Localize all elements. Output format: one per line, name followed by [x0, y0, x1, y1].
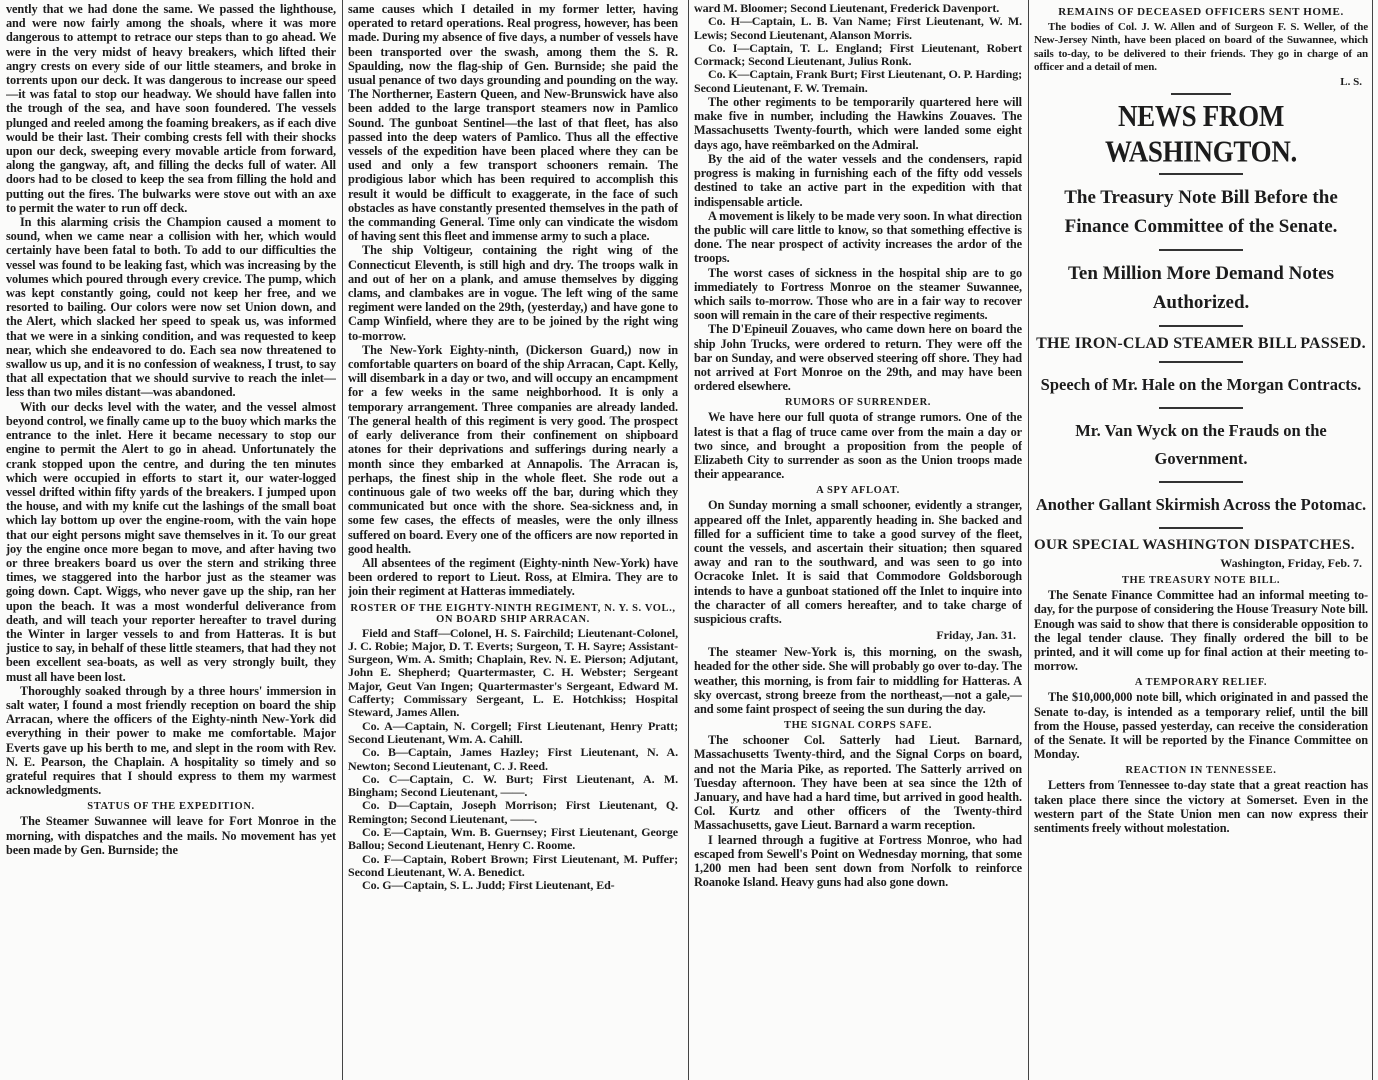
section-subheading: A SPY AFLOAT.	[816, 485, 900, 497]
section-subheading: REACTION IN TENNESSEE.	[1125, 765, 1277, 777]
roster-entry: Co. B—Captain, James Hazley; First Lieutenant, N. A. Newton; Second Lieutenant, C. J. Reed.	[348, 745, 678, 773]
paragraph: The New-York Eighty-ninth, (Dickerson Guard,) now in comfortable quarters on board of the ship Arracan, Capt. Kelly, will disembark in a day or two, and will occupy an encampment for a few weeks in the same neighborhood. It is only a temporary arrangement. Three companies are already landed. The general health of this regiment is very good. The prospect of early deliverance from their confinement on shipboard atones for their deprivations and sufferings during nearly a month since they embarked at Annapolis. The Arracan is, perhaps, the finest ship in the whole fleet. She rode out a continuous gale of two weeks off the bar, during which they communicated but once with the shore. Sea-sickness and, in some few cases, the effects of measles, were the only illness suffered on board. Every one of the officers are now reported in good health.	[348, 342, 678, 556]
paragraph: The worst cases of sickness in the hospital ship are to go immediately to Fortress Monroe on the steamer Suwannee, which sails to-morrow. Those who are in a fair way to recover soon will remain in the care of their respective regiments.	[694, 265, 1022, 323]
headline-deck: The Treasury Note Bill Before the Finance Committee of the Senate.	[1064, 187, 1338, 238]
headline-deck: THE IRON-CLAD STEAMER BILL PASSED.	[1036, 335, 1366, 353]
paragraph: With our decks level with the water, and the vessel almost beyond control, we finally came up to the buoy which marks the entrance to the inlet. Here it became necessary to stop our engine to permit the Alert to go in ahead. Unfortunately the crank stopped upon the centre, and during the ten minutes which were occupied in efforts to start it, our water-logged vessel drifted within fifty yards of the breakers. I jumped upon the house, and with my knife cut the lashings of the small boat which lay bottom up over the engine-room, with the vain hope that our eight persons might save themselves in it. To our great joy the engine once more began to move, and after having two or three breakers board us over the stern and striking three times, we staggered into the harbor just as the steamer was going down. Capt. Wiggs, who never gave up the ship, ran her upon the beach. It was a most wonderful deliverance from death, and will teach your reporter hereafter to travel during the Winter in larger vessels to and from Hatteras. It is but justice to say, in behalf of these little steamers, that had they not been excellent sea-boats, as well as very strongly built, they must all have been lost.	[6, 399, 336, 684]
column-1	[6, 2, 336, 1080]
headline-deck: Ten Million More Demand Notes Authorized.	[1068, 263, 1334, 314]
roster-entry: Co. A—Captain, N. Corgell; First Lieutenant, Henry Pratt; Second Lieutenant, Wm. A. Cahill.	[348, 718, 678, 746]
paragraph: The other regiments to be temporarily quartered here will make five in number, including the Hawkins Zouaves. The Massachusetts Twenty-fourth, which were landed some eight days ago, have reëmbarked on the Admiral.	[694, 95, 1022, 152]
paragraph: A movement is likely to be made very soon. In what direction the public will care little to know, so that something effective is done. The near prospect of activity increases the ardor of the troops.	[694, 208, 1022, 266]
section-subheading: REMAINS OF DECEASED OFFICERS SENT HOME.	[1058, 6, 1344, 18]
dispatch-heading: OUR SPECIAL WASHINGTON DISPATCHES.	[1034, 537, 1355, 554]
regiment-roster	[348, 627, 678, 893]
section-subheading: THE SIGNAL CORPS SAFE.	[784, 720, 932, 732]
headline: NEWS FROM WASHINGTON.	[1104, 98, 1297, 169]
divider	[1159, 249, 1243, 251]
regiment-roster-continued	[694, 2, 1022, 95]
section-subheading: STATUS OF THE EXPEDITION.	[87, 801, 255, 813]
section-subheading: A TEMPORARY RELIEF.	[1134, 677, 1268, 689]
section-subheading: RUMORS OF SURRENDER.	[784, 397, 932, 409]
paragraph: All absentees of the regiment (Eighty-ninth New-York) have been ordered to report to Lieut. Ross, at Elmira. They are to join their regiment at Hatteras immediately.	[348, 555, 678, 599]
column-2	[348, 2, 678, 1080]
paragraph: same causes which I detailed in my former letter, having operated to retard operations. Real progress, however, has been made. During my absence of five days, a number of vessels have been transported over the swash, among them the S. R. Spaulding, now the flag-ship of Gen. Burnside; she paid the usual penance of two days grounding and pounding on the way. The Northerner, Eastern Queen, and New-Brunswick have also been added to the large transport steamers now in Pamlico Sound. The gunboat Sentinel—the last of that fleet, has also passed into the deep waters of Pamlico. Thus all the effective vessels of the expedition have been placed where they can be used and only a few transport schooners remain. The prodigious labor which has been required to accomplish this result it would be difficult to exaggerate, in the face of such obstacles as have constantly presented themselves in the path of the commanding General. Time only can vindicate the wisdom of having sent this fleet and immense army to such a place.	[348, 2, 678, 244]
roster-entry: Field and Staff—Colonel, H. S. Fairchild; Lieutenant-Colonel, J. C. Robie; Major, D. T. Everts; Surgeon, T. H. Sayre; Assistant-Surgeon, Wm. A. Smith; Chaplain, Rev. N. E. Pierson; Adjutant, John E. Shepherd; Quartermaster, C. H. Webster; Sergeant Major, Geut Van Ingen; Quartermaster's Sergeant, Edward M. Cafferty; Commissary Sergeant, L. E. Hotchkiss; Hospital Steward, James Allen.	[348, 625, 678, 720]
paragraph: The bodies of Col. J. W. Allen and of Surgeon F. S. Weller, of the New-Jersey Ninth, have been placed on board of the Suwannee, which sails to-day, to be delivered to their friends. They go in charge of an officer and a detail of men.	[1034, 21, 1368, 73]
section-subheading: THE TREASURY NOTE BILL.	[1121, 575, 1281, 587]
paragraph: I learned through a fugitive at Fortress Monroe, who had escaped from Sewell's Point on Wednesday morning, that some 1,200 men had been sent down from Norfolk to reinforce Roanoke Island. Heavy guns had also gone down.	[694, 832, 1022, 890]
paragraph: Thoroughly soaked through by a three hours' immersion in salt water, I found a most friendly reception on board the ship Arracan, where the officers of the Eighty-ninth New-York did everything in their power to make me comfortable. Major Everts gave up his berth to me, and slept in the room with Rev. N. E. Pearson, the Chaplain. A hospitality so timely and so grateful requires that I should express to them my warmest acknowledgments.	[6, 683, 336, 798]
divider	[1159, 407, 1243, 409]
paragraph: On Sunday morning a small schooner, evidently a stranger, appeared off the Inlet, apparently heading in. She backed and filled for a sufficient time to take a good survey of the fleet, count the vessels, and ascertain their situation; then squared away and ran to the southward, and was seen to go into Ocracoke Inlet. It is said that Commodore Goldsborough intends to have a gunboat stationed off the Inlet to inquire into the character of all comers hereafter, and to take charge of suspicious crafts.	[694, 498, 1022, 626]
roster-entry: ward M. Bloomer; Second Lieutenant, Frederick Davenport.	[694, 2, 1000, 15]
roster-entry: Co. E—Captain, Wm. B. Guernsey; First Lieutenant, George Ballou; Second Lieutenant, Henry C. Roome.	[348, 824, 678, 853]
roster-entry: Co. C—Captain, C. W. Burt; First Lieutenant, A. M. Bingham; Second Lieutenant, ——.	[348, 771, 678, 800]
paragraph: The D'Epineuil Zouaves, who came down here on board the ship John Trucks, were ordered to return. They were off the bar on Sunday, and were observed steering off shore. They had not arrived at Fort Monroe on the 29th, and may have been ordered elsewhere.	[694, 322, 1022, 394]
paragraph: By the aid of the water vessels and the condensers, rapid progress is making in furnishing each of the fifty odd vessels destined to take an active part in the expedition with that indispensable article.	[694, 151, 1022, 209]
paragraph: The $10,000,000 note bill, which originated in and passed the Senate to-day, is intended as a temporary relief, until the bill from the House, passed yesterday, can receive the consideration of the Senate. It will be reported by the Finance Committee on Monday.	[1034, 690, 1368, 762]
column-rule	[688, 0, 689, 1080]
dateline: Washington, Friday, Feb. 7.	[1220, 556, 1362, 571]
column-3	[694, 2, 1022, 1080]
divider	[1159, 361, 1243, 363]
column-4	[1034, 2, 1368, 1080]
paragraph: The Senate Finance Committee had an informal meeting to-day, for the purpose of considering the House Treasury Note bill. Enough was said to show that there is considerable opposition to the legal tender clause. They finally ordered the bill to be printed, and it will come up for final action at their meeting to-morrow.	[1034, 588, 1368, 674]
roster-entry: Co. I—Captain, T. L. England; First Lieutenant, Robert Cormack; Second Lieutenant, Julius Ronk.	[694, 40, 1022, 69]
roster-entry: Co. H—Captain, L. B. Van Name; First Lieutenant, W. M. Lewis; Second Lieutenant, Alanson Morris.	[694, 14, 1022, 42]
roster-entry: Co. K—Captain, Frank Burt; First Lieutenant, O. P. Harding; Second Lieutenant, F. W. Tremain.	[694, 67, 1022, 95]
roster-entry: Co. F—Captain, Robert Brown; First Lieutenant, M. Puffer; Second Lieutenant, W. A. Benedict.	[348, 851, 678, 879]
paragraph: We have here our full quota of strange rumors. One of the latest is that a flag of truce came over from the main a day or two since, and brought a proposition from the people of Elizabeth City to surrender as soon as the Union troops made their appearance.	[694, 410, 1022, 482]
paragraph: vently that we had done the same. We passed the lighthouse, and were now fairly among the shoals, where it was more dangerous to attempt to retrace our steps than to go ahead. We were in the very midst of heavy breakers, which lifted their angry crests on every side of our little steamers, and broke in torrents upon our deck. It was dangerous to increase our speed—it was fatal to stop our headway. We should have fallen into the trough of the sea, and have soon foundered. The vessels plunged and reeled among the foaming breakers, as if each dive would be their last. Their combing crests fell with their shocks upon our deck, sweeping every movable article from forward, along the gangway, aft, and filling the decks full of water. All doors had to be closed to keep the sea from filling the hold and putting out the fires. The bulwarks were stove out with an axe to permit the water to run off deck.	[6, 2, 336, 215]
paragraph: In this alarming crisis the Champion caused a moment to sound, when we came near a collision with her, which would certainly have been fatal to both. To add to our difficulties the vessel was found to be leaking fast, which was increasing by the volumes which poured through every crevice. The pump, which was kept constantly going, could not keep her free, and we resorted to bailing. Our colors were now set Union down, and the Alert, which slacked her speed to speak us, was informed that we were in a sinking condition, and was requested to keep near, which she endeavored to do. Each sea now threatened to swallow us up, and it is no confession of weakness, I trust, to say that all expectation that we should survive to reach the inlet—less than two miles distant—was abandoned.	[6, 215, 336, 400]
column-rule	[1028, 0, 1029, 1080]
column-rule	[342, 0, 343, 1080]
section-subheading: ROSTER OF THE EIGHTY-NINTH REGIMENT, N. Y. S. VOL., ON BOARD SHIP ARRACAN.	[350, 602, 676, 625]
roster-entry: Co. D—Captain, Joseph Morrison; First Lieutenant, Q. Remington; Second Lieutenant, ——.	[348, 798, 678, 826]
signature: L. S.	[1340, 76, 1362, 89]
divider	[1159, 527, 1243, 529]
paragraph: The steamer New-York is, this morning, on the swash, headed for the other side. She will probably go over to-day. The weather, this morning, is from fair to middling for Hatteras. A sky overcast, strong breeze from the northeast,—not a gale,—and some faint prospect of seeing the sun during the day.	[694, 645, 1022, 716]
headline-deck: Another Gallant Skirmish Across the Potomac.	[1035, 495, 1367, 515]
paragraph: The ship Voltigeur, containing the right wing of the Connecticut Eleventh, is still high and dry. The troops walk in and out of her on a plank, and amuse themselves by digging clams, and clambakes are in vogue. The left wing of the same regiment were landed on the 29th, (yesterday,) and have gone to Camp Winfield, where they are to be joined by the right wing to-morrow.	[348, 243, 678, 343]
divider	[1159, 481, 1243, 483]
paragraph: The schooner Col. Satterly had Lieut. Barnard, Massachusetts Twenty-third, and the Signal Corps on board, and not the Maria Pike, as reported. The Satterly arrived on Tuesday afternoon. They have been at sea since the 12th of January, and have had a hard time, but arrived in good health. Col. Kurtz and other officers of the Twenty-third Massachusetts, gave Lieut. Barnard a warm reception.	[694, 733, 1022, 833]
roster-entry: Co. G—Captain, S. L. Judd; First Lieutenant, Ed-	[362, 878, 615, 893]
column-rule	[1372, 0, 1373, 1080]
divider	[1171, 93, 1231, 95]
headline-deck: Mr. Van Wyck on the Frauds on the Government.	[1075, 421, 1327, 469]
headline-deck: Speech of Mr. Hale on the Morgan Contracts.	[1040, 375, 1362, 395]
dateline: Friday, Jan. 31.	[936, 628, 1016, 643]
paragraph: The Steamer Suwannee will leave for Fort Monroe in the morning, with dispatches and the mails. No movement has yet been made by Gen. Burnside; the	[6, 814, 336, 857]
divider	[1159, 325, 1243, 327]
paragraph: Letters from Tennessee to-day state that a great reaction has taken place there since the victory at Somerset. Even in the western part of the State Union men can now express their sentiments freely without molestation.	[1034, 778, 1368, 836]
divider	[1159, 173, 1243, 175]
